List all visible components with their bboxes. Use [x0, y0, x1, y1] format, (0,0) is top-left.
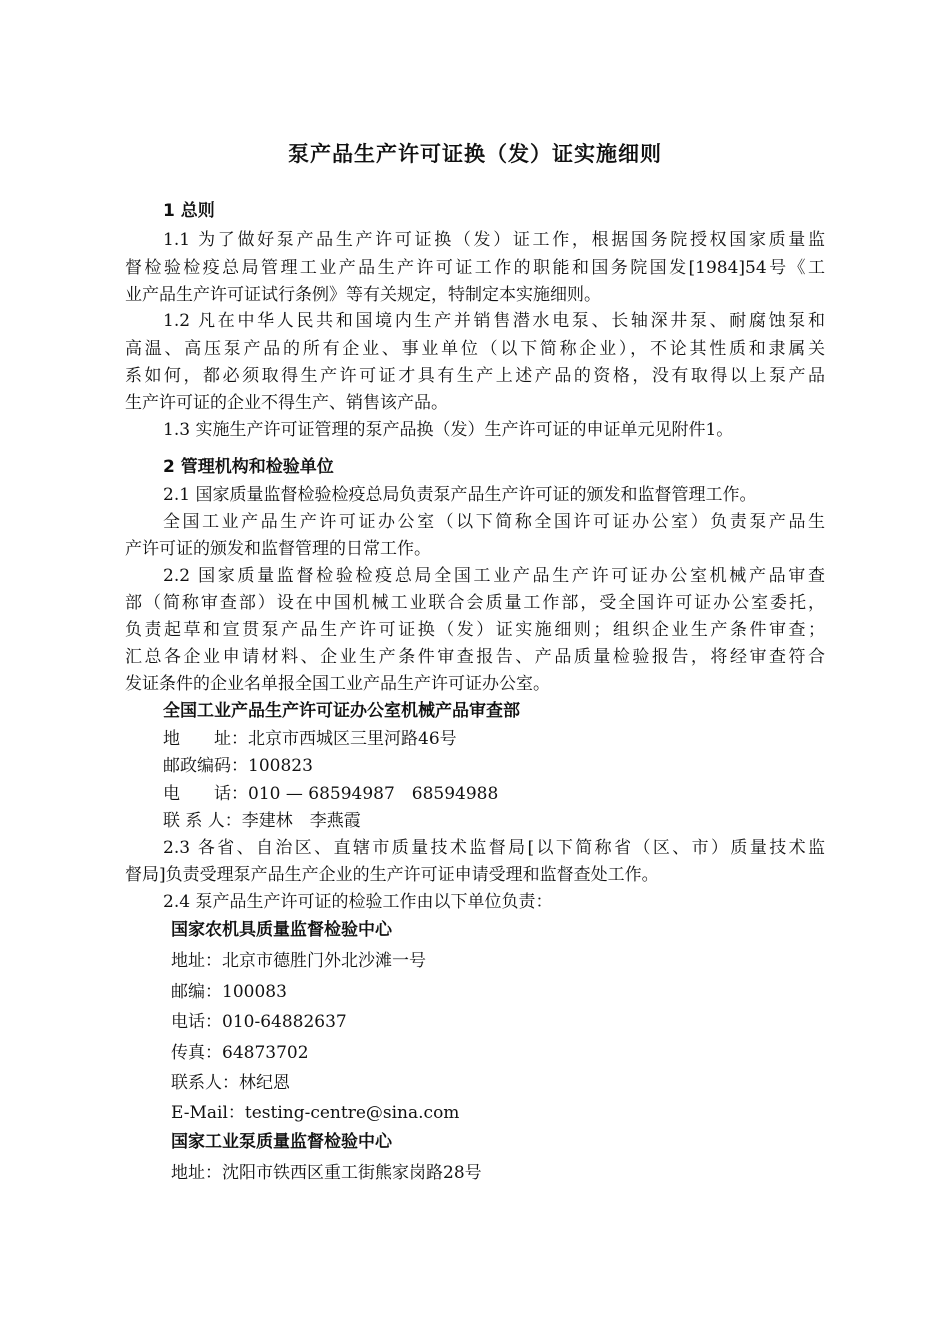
office-postcode: 邮政编码：100823	[163, 756, 313, 776]
center-2-address: 地址：沈阳市铁西区重工街熊家岗路28号	[171, 1163, 482, 1183]
center-1-email: E-Mail：testing-centre@sina.com	[171, 1103, 460, 1123]
paragraph-2-2-line-2: 部（简称审查部）设在中国机械工业联合会质量工作部，受全国许可证办公室委托，	[125, 593, 825, 613]
paragraph-2-3-line-2: 督局]负责受理泵产品生产企业的生产许可证申请受理和监督查处工作。	[125, 865, 659, 885]
paragraph-1-2-line-3: 系如何，都必须取得生产许可证才具有生产上述产品的资格，没有取得以上泵产品	[125, 366, 825, 386]
center-1-phone: 电话：010-64882637	[171, 1012, 347, 1032]
center-1-postcode: 邮编：100083	[171, 982, 287, 1002]
paragraph-1-2-line-4: 生产许可证的企业不得生产、销售该产品。	[125, 393, 448, 413]
paragraph-2-3-line-1: 2.3 各省、自治区、直辖市质量技术监督局[以下简称省（区、市）质量技术监	[163, 838, 825, 858]
section-2-heading: 2 管理机构和检验单位	[163, 457, 334, 477]
paragraph-1-2-line-1: 1.2 凡在中华人民共和国境内生产并销售潜水电泵、长轴深井泵、耐腐蚀泵和	[163, 311, 825, 331]
section-1-heading: 1 总则	[163, 201, 215, 221]
paragraph-2-1b-line-2: 产许可证的颁发和监督管理的日常工作。	[125, 539, 431, 559]
paragraph-1-1-line-3: 业产品生产许可证试行条例》等有关规定，特制定本实施细则。	[125, 285, 601, 305]
center-2-name: 国家工业泵质量监督检验中心	[171, 1132, 392, 1152]
paragraph-1-1-line-2: 督检验检疫总局管理工业产品生产许可证工作的职能和国务院国发[1984]54号《工	[125, 258, 825, 278]
paragraph-2-2-line-4: 汇总各企业申请材料、企业生产条件审查报告、产品质量检验报告，将经审查符合	[125, 647, 825, 667]
office-name: 全国工业产品生产许可证办公室机械产品审查部	[163, 701, 520, 721]
center-1-fax: 传真：64873702	[171, 1043, 309, 1063]
office-phone: 电 话：010 — 68594987 68594988	[163, 784, 499, 804]
paragraph-2-2-line-3: 负责起草和宣贯泵产品生产许可证换（发）证实施细则；组织企业生产条件审查；	[125, 620, 825, 640]
center-1-address: 地址：北京市德胜门外北沙滩一号	[171, 951, 426, 971]
center-1-contact: 联系人：林纪恩	[171, 1073, 290, 1093]
paragraph-2-2-line-1: 2.2 国家质量监督检验检疫总局全国工业产品生产许可证办公室机械产品审查	[163, 566, 825, 586]
office-contact: 联 系 人：李建林 李燕霞	[163, 811, 361, 831]
paragraph-2-1: 2.1 国家质量监督检验检疫总局负责泵产品生产许可证的颁发和监督管理工作。	[163, 485, 757, 505]
paragraph-1-2-line-2: 高温、高压泵产品的所有企业、事业单位（以下简称企业），不论其性质和隶属关	[125, 339, 825, 359]
office-address: 地 址：北京市西城区三里河路46号	[163, 729, 457, 749]
paragraph-2-1b-line-1: 全国工业产品生产许可证办公室（以下简称全国许可证办公室）负责泵产品生	[163, 512, 825, 532]
center-1-name: 国家农机具质量监督检验中心	[171, 920, 392, 940]
paragraph-1-1-line-1: 1.1 为了做好泵产品生产许可证换（发）证工作，根据国务院授权国家质量监	[163, 230, 825, 250]
paragraph-1-3: 1.3 实施生产许可证管理的泵产品换（发）生产许可证的申证单元见附件1。	[163, 420, 734, 440]
paragraph-2-4: 2.4 泵产品生产许可证的检验工作由以下单位负责：	[163, 892, 553, 912]
paragraph-2-2-line-5: 发证条件的企业名单报全国工业产品生产许可证办公室。	[125, 674, 550, 694]
document-title: 泵产品生产许可证换（发）证实施细则	[288, 142, 662, 166]
